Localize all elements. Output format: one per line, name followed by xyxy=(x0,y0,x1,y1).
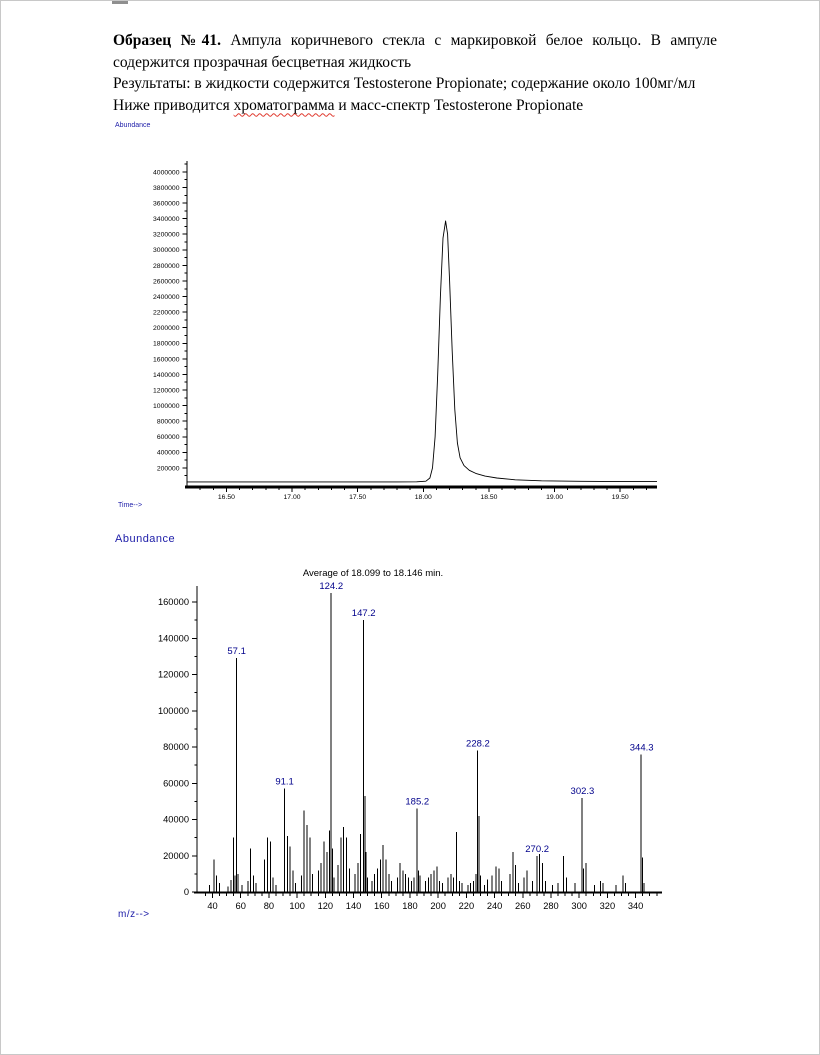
peak-label: 124.2 xyxy=(319,580,344,592)
svg-text:2400000: 2400000 xyxy=(153,293,180,301)
svg-text:3600000: 3600000 xyxy=(153,200,180,208)
peak-label: 185.2 xyxy=(405,796,430,808)
svg-text:600000: 600000 xyxy=(156,434,180,442)
svg-text:18.50: 18.50 xyxy=(480,494,498,501)
svg-text:16.50: 16.50 xyxy=(217,494,235,501)
svg-text:200: 200 xyxy=(430,901,446,911)
svg-text:180: 180 xyxy=(402,901,418,911)
svg-text:40: 40 xyxy=(207,901,218,911)
sample-description xyxy=(113,30,717,116)
svg-text:100000: 100000 xyxy=(157,705,189,716)
svg-text:200000: 200000 xyxy=(156,465,180,473)
peak-label: 302.3 xyxy=(570,785,595,797)
peak-label: 57.1 xyxy=(227,646,246,658)
svg-text:1000000: 1000000 xyxy=(153,403,180,410)
peak-label: 344.3 xyxy=(629,742,654,754)
svg-text:18.00: 18.00 xyxy=(414,494,432,501)
svg-text:0: 0 xyxy=(183,887,189,898)
svg-text:140000: 140000 xyxy=(157,633,189,644)
svg-text:1200000: 1200000 xyxy=(153,387,180,395)
svg-text:17.50: 17.50 xyxy=(349,494,367,501)
svg-text:320: 320 xyxy=(599,901,616,911)
page-edge-artifact xyxy=(112,1,128,4)
text-line-1: Образец №41. Ампула коричневого стекла с маркировкой белое кольцо. В ампуле xyxy=(113,32,717,49)
svg-text:80000: 80000 xyxy=(163,742,189,753)
chromatogram-xlabel: Time--> xyxy=(118,502,143,509)
svg-text:60000: 60000 xyxy=(163,778,189,789)
svg-text:3400000: 3400000 xyxy=(153,216,180,224)
svg-text:1400000: 1400000 xyxy=(153,371,180,379)
svg-text:60: 60 xyxy=(235,901,246,911)
svg-text:280: 280 xyxy=(543,901,559,911)
peak-label: 228.2 xyxy=(466,738,490,750)
svg-text:3000000: 3000000 xyxy=(153,247,180,255)
svg-text:800000: 800000 xyxy=(156,418,180,426)
svg-text:120: 120 xyxy=(317,901,334,911)
svg-text:2800000: 2800000 xyxy=(153,262,180,270)
svg-text:120000: 120000 xyxy=(157,669,189,680)
spellcheck-word: хроматограмма xyxy=(233,96,335,114)
svg-text:220: 220 xyxy=(458,901,475,911)
peak-label: 270.2 xyxy=(525,843,550,855)
svg-text:260: 260 xyxy=(515,901,531,911)
chromatogram-ylabel: Abundance xyxy=(115,122,151,129)
spectrum-xlabel: m/z--> xyxy=(118,909,150,920)
sample-title: Образец №41. xyxy=(113,32,222,49)
svg-text:160000: 160000 xyxy=(157,597,189,608)
svg-text:80: 80 xyxy=(263,901,275,911)
svg-text:3800000: 3800000 xyxy=(153,184,180,192)
svg-text:3200000: 3200000 xyxy=(153,231,180,239)
peak-label: 147.2 xyxy=(351,608,376,620)
text-line-3: Результаты: в жидкости содержится Testosterone Propionate; содержание около 100мг/мл xyxy=(113,75,696,92)
spectrum-title: Average of 18.099 to 18.146 min. xyxy=(302,568,444,579)
chromatogram-plot xyxy=(101,116,721,516)
svg-text:1800000: 1800000 xyxy=(153,340,180,348)
svg-text:400000: 400000 xyxy=(156,449,180,457)
svg-text:240: 240 xyxy=(486,901,503,911)
svg-text:19.00: 19.00 xyxy=(546,494,564,501)
svg-text:300: 300 xyxy=(571,901,587,911)
svg-text:140: 140 xyxy=(345,901,362,911)
mass-spectrum-plot xyxy=(101,531,721,931)
svg-text:340: 340 xyxy=(627,901,644,911)
svg-text:100: 100 xyxy=(289,901,305,911)
svg-text:4000000: 4000000 xyxy=(153,169,180,177)
svg-text:160: 160 xyxy=(373,901,390,911)
text-line-4: Ниже приводится хроматограмма и масс-спектр Testosterone Propionate xyxy=(113,96,584,114)
spectrum-ylabel: Abundance xyxy=(115,533,176,545)
svg-text:2600000: 2600000 xyxy=(153,278,180,286)
svg-text:19.50: 19.50 xyxy=(611,494,629,501)
text-line-2: содержится прозрачная бесцветная жидкость xyxy=(113,53,412,71)
svg-text:40000: 40000 xyxy=(163,814,189,825)
peak-label: 91.1 xyxy=(275,776,294,788)
svg-text:2000000: 2000000 xyxy=(153,325,180,333)
svg-text:2200000: 2200000 xyxy=(153,309,180,317)
svg-text:1600000: 1600000 xyxy=(153,356,180,364)
svg-text:17.00: 17.00 xyxy=(283,494,301,501)
svg-text:20000: 20000 xyxy=(163,850,189,861)
